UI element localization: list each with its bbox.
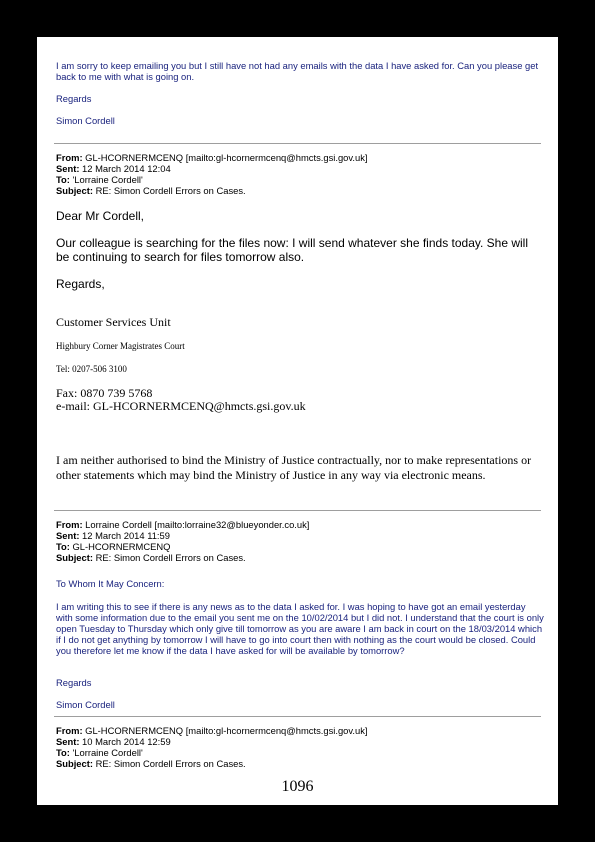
subject-label: Subject: bbox=[56, 758, 93, 769]
email3-greeting: To Whom It May Concern: bbox=[56, 578, 165, 589]
to-value: 'Lorraine Cordell' bbox=[72, 747, 143, 758]
email1-regards: Regards bbox=[56, 93, 92, 104]
subject-value: RE: Simon Cordell Errors on Cases. bbox=[95, 552, 246, 563]
contact-email: e-mail: GL-HCORNERMCENQ@hmcts.gsi.gov.uk bbox=[56, 399, 306, 413]
email3-regards: Regards bbox=[56, 677, 92, 688]
court-name: Highbury Corner Magistrates Court bbox=[56, 341, 185, 351]
divider bbox=[54, 716, 541, 717]
from-label: From: bbox=[56, 725, 83, 736]
to-label: To: bbox=[56, 541, 70, 552]
subject-value: RE: Simon Cordell Errors on Cases. bbox=[95, 185, 246, 196]
sent-label: Sent: bbox=[56, 736, 80, 747]
to-label: To: bbox=[56, 747, 70, 758]
subject-value: RE: Simon Cordell Errors on Cases. bbox=[95, 758, 246, 769]
unit-name: Customer Services Unit bbox=[56, 315, 171, 329]
disclaimer: I am neither authorised to bind the Ministry of Justice contractually, nor to make representations or other statements which may bind the Ministry of Justice in any way via electronic means. bbox=[56, 453, 532, 482]
email3-header bbox=[56, 519, 541, 563]
from-label: From: bbox=[56, 519, 83, 530]
email2-header bbox=[56, 152, 541, 196]
email1-signature: Simon Cordell bbox=[56, 115, 115, 126]
page-number: 1096 bbox=[281, 778, 314, 795]
email2-regards: Regards, bbox=[56, 277, 105, 291]
from-label: From: bbox=[56, 152, 83, 163]
email2-greeting: Dear Mr Cordell, bbox=[56, 209, 145, 223]
email4-header bbox=[56, 725, 541, 769]
telephone: Tel: 0207-506 3100 bbox=[56, 364, 127, 374]
sent-label: Sent: bbox=[56, 163, 80, 174]
email2-body: Our colleague is searching for the files now: I will send whatever she finds today. She will be continuing to search for files tomorrow also. bbox=[56, 236, 529, 264]
sent-label: Sent: bbox=[56, 530, 80, 541]
fax: Fax: 0870 739 5768 bbox=[56, 386, 153, 400]
to-value: GL-HCORNERMCENQ bbox=[72, 541, 171, 552]
subject-label: Subject: bbox=[56, 552, 93, 563]
from-value: GL-HCORNERMCENQ [mailto:gl-hcornermcenq@hmcts.gsi.gov.uk] bbox=[85, 152, 368, 163]
email1-body: I am sorry to keep emailing you but I still have not had any emails with the data I have asked for. Can you please get back to me with what is going on. bbox=[56, 60, 539, 82]
sent-value: 12 March 2014 12:04 bbox=[82, 163, 171, 174]
from-value: Lorraine Cordell [mailto:lorraine32@blueyonder.co.uk] bbox=[85, 519, 310, 530]
to-value: 'Lorraine Cordell' bbox=[72, 174, 143, 185]
subject-label: Subject: bbox=[56, 185, 93, 196]
document-page bbox=[37, 37, 558, 805]
email3-signature: Simon Cordell bbox=[56, 699, 115, 710]
sent-value: 10 March 2014 12:59 bbox=[82, 736, 171, 747]
divider bbox=[54, 510, 541, 511]
from-value: GL-HCORNERMCENQ [mailto:gl-hcornermcenq@hmcts.gsi.gov.uk] bbox=[85, 725, 368, 736]
to-label: To: bbox=[56, 174, 70, 185]
email3-body: I am writing this to see if there is any news as to the data I asked for. I was hoping to have got an email yesterday with some information due to the email you sent me on the 10/02/2014 but I did not. I understand that the court is only open Tuesday to Thursday which only give till tomorrow as you are aware I am back in court on the 18/03/2014 which if I do not get anything by tomorrow I will have to go into court then with nothing as the court would be closed. Could you therefore let me know if the data I have asked for will be available by tomorrow? bbox=[56, 601, 544, 656]
sent-value: 12 March 2014 11:59 bbox=[82, 530, 170, 541]
divider bbox=[54, 143, 541, 144]
